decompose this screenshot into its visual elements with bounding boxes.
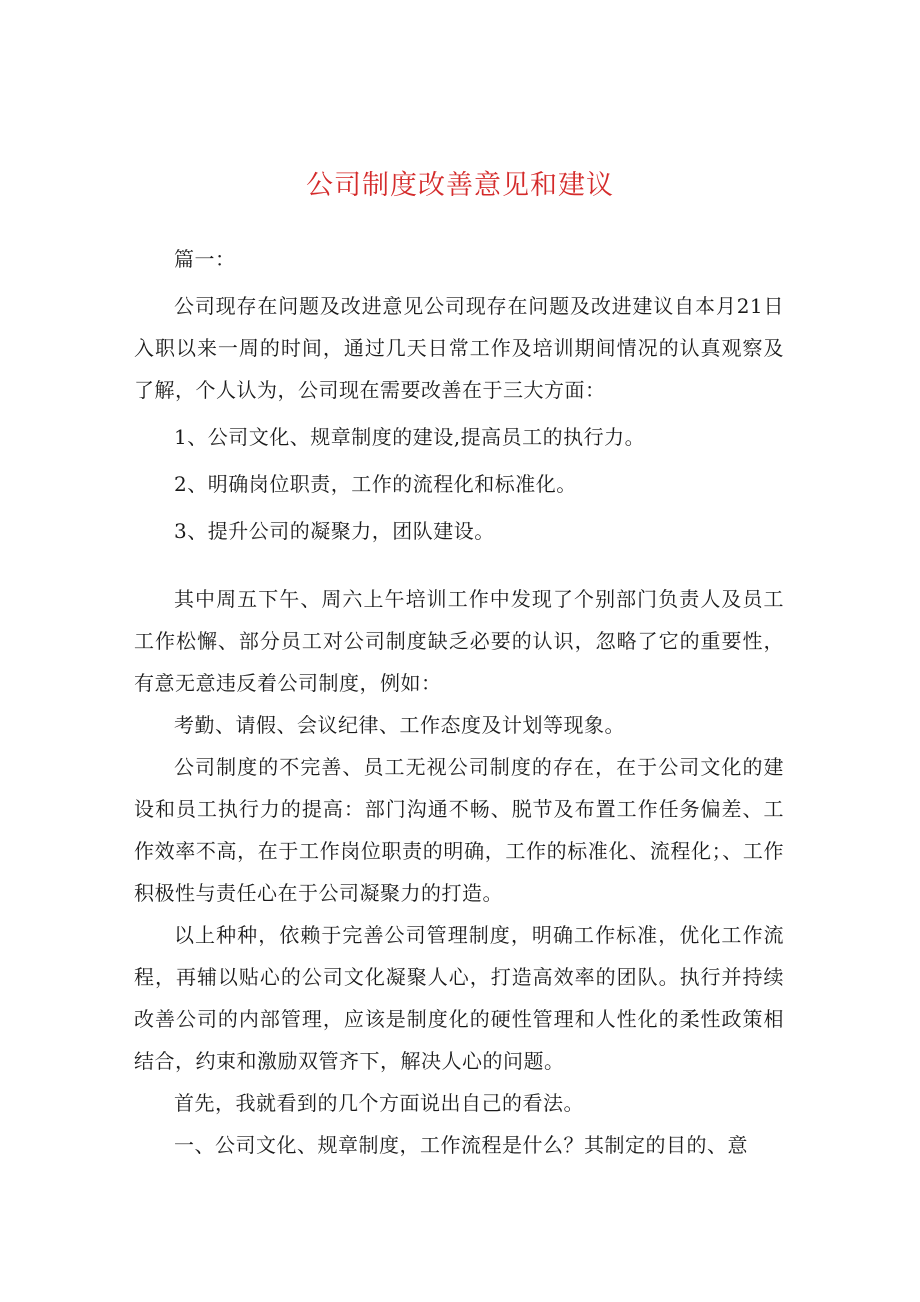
paragraph-solution: 以上种种，依赖于完善公司管理制度，明确工作标准，优化工作流程，再辅以贴心的公司文化凝聚人心，打造高效率的团队。执行并持续改善公司的内部管理，应该是制度化的硬性管理和人性化的柔性政策相结合，约束和激励双管齐下，解决人心的问题。	[134, 923, 784, 1073]
section-label: 篇一：	[174, 247, 236, 271]
paragraph-examples: 考勤、请假、会议纪律、工作态度及计划等现象。	[174, 713, 625, 737]
list-item-3: 3、提升公司的凝聚力，团队建设。	[174, 519, 495, 543]
list-item-2: 2、明确岗位职责，工作的流程化和标准化。	[174, 472, 577, 496]
paragraph-intro: 公司现存在问题及改进意见公司现存在问题及改进建议自本月21日入职以来一周的时间，通过几天日常工作及培训期间情况的认真观察及了解，个人认为，公司现在需要改善在于三大方面：	[134, 294, 784, 402]
paragraph-analysis: 公司制度的不完善、员工无视公司制度的存在，在于公司文化的建设和员工执行力的提高：部门沟通不畅、脱节及布置工作任务偏差、工作效率不高，在于工作岗位职责的明确，工作的标准化、流程化；、工作积极性与责任心在于公司凝聚力的打造。	[134, 755, 784, 905]
document-title: 公司制度改善意见和建议	[306, 170, 614, 201]
list-item-1: 1、公司文化、规章制度的建设,提高员工的执行力。	[174, 425, 646, 449]
document-body	[134, 238, 784, 1166]
paragraph-observation: 其中周五下午、周六上午培训工作中发现了个别部门负责人及员工工作松懈、部分员工对公司制度缺乏必要的认识，忽略了它的重要性，有意无意违反着公司制度，例如：	[134, 587, 784, 695]
paragraph-section-one: 一、公司文化、规章制度，工作流程是什么？其制定的目的、意	[174, 1133, 748, 1157]
paragraph-first: 首先，我就看到的几个方面说出自己的看法。	[174, 1091, 584, 1115]
